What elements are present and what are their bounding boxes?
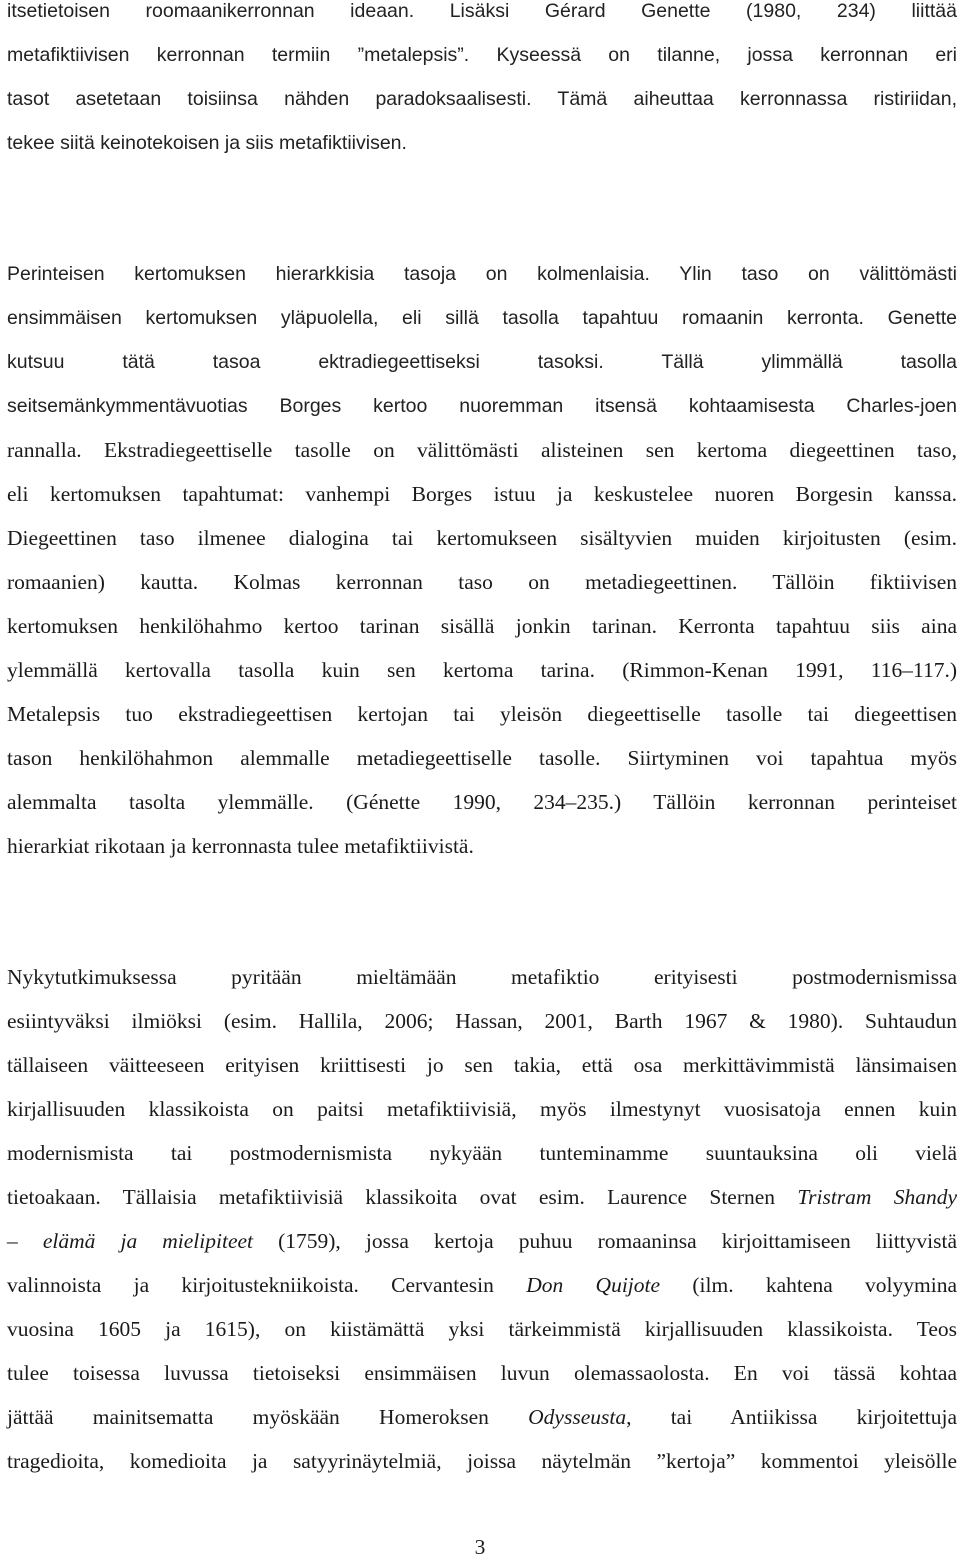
text-line: Metalepsis tuo ekstradiegeettisen kertojan tai yleisön diegeettiselle tasolle tai diegeettisen <box>7 702 957 726</box>
text-line: kirjallisuuden klassikoista on paitsi metafiktiivisiä, myös ilmestynyt vuosisatoja ennen kuin <box>7 1097 957 1121</box>
text-line: tulee toisessa luvussa tietoiseksi ensimmäisen luvun olemassaolosta. En voi tässä kohtaa <box>7 1361 957 1385</box>
text-line: tällaiseen väitteeseen erityisen kriittisesti jo sen takia, että osa merkittävimmistä länsimaisen <box>7 1053 957 1077</box>
text-segment: (1759), jossa kertoja puhuu romaaninsa kirjoittamiseen liittyvistä <box>278 1229 958 1253</box>
text-line: Perinteisen kertomuksen hierarkkisia tasoja on kolmenlaisia. Ylin taso on välittömästi <box>7 263 957 285</box>
book-title: elämä ja mielipiteet <box>42 1229 254 1253</box>
text-line: rannalla. Ekstradiegeettiselle tasolle on välittömästi alisteinen sen kertoma diegeettinen taso, <box>7 438 957 462</box>
text-line: modernismista tai postmodernismista nykyään tunteminamme suuntauksina oli vielä <box>7 1141 957 1165</box>
text-line: alemmalta tasolta ylemmälle. (Génette 1990, 234–235.) Tällöin kerronnan perinteiset <box>7 790 957 814</box>
text-line: metafiktiivisen kerronnan termiin ”metalepsis”. Kyseessä on tilanne, jossa kerronnan eri <box>7 44 957 66</box>
text-line: Nykytutkimuksessa pyritään mieltämään metafiktio erityisesti postmodernismissa <box>7 965 957 989</box>
text-line: esiintyväksi ilmiöksi (esim. Hallila, 2006; Hassan, 2001, Barth 1967 & 1980). Suhtaudun <box>7 1009 957 1033</box>
text-line: kutsuu tätä tasoa ektradiegeettiseksi tasoksi. Tällä ylimmällä tasolla <box>7 351 957 373</box>
text-line: Diegeettinen taso ilmenee dialogina tai kertomukseen sisältyvien muiden kirjoitusten (esim. <box>7 526 957 550</box>
text-line: vuosina 1605 ja 1615), on kiistämättä yksi tärkeimmistä kirjallisuuden klassikoista. Teos <box>7 1317 957 1341</box>
text-line: tekee siitä keinotekoisen ja siis metafiktiivisen. <box>7 132 407 154</box>
page-number: 3 <box>474 1535 486 1559</box>
text-line <box>7 1271 957 1299</box>
text-line: itsetietoisen roomaanikerronnan ideaan. Lisäksi Gérard Genette (1980, 234) liittää <box>7 0 957 22</box>
book-title: Don Quijote <box>526 1273 661 1297</box>
text-line: ensimmäisen kertomuksen yläpuolella, eli sillä tasolla tapahtuu romaanin kerronta. Genette <box>7 307 957 329</box>
book-title: Tristram Shandy <box>797 1185 958 1209</box>
text-line <box>7 1403 957 1431</box>
text-segment: tietoakaan. Tällaisia metafiktiivisiä klassikoita ovat esim. Laurence Sternen <box>7 1185 776 1209</box>
text-segment: – <box>7 1229 18 1253</box>
text-line: kertomuksen henkilöhahmo kertoo tarinan sisällä jonkin tarinan. Kerronta tapahtuu siis aina <box>7 614 957 638</box>
text-line: eli kertomuksen tapahtumat: vanhempi Borges istuu ja keskustelee nuoren Borgesin kanssa. <box>7 482 957 506</box>
text-line: seitsemänkymmentävuotias Borges kertoo nuoremman itsensä kohtaamisesta Charles-joen <box>7 395 957 417</box>
text-line: ylemmällä kertovalla tasolla kuin sen kertoma tarina. (Rimmon-Kenan 1991, 116–117.) <box>7 658 957 682</box>
text-line: tragedioita, komedioita ja satyyrinäytelmiä, joissa näytelmän ”kertoja” kommentoi yleisölle <box>7 1449 957 1473</box>
text-segment: , tai Antiikissa kirjoitettuja <box>626 1405 957 1429</box>
book-title: Odysseusta <box>528 1405 627 1429</box>
text-segment: valinnoista ja kirjoitustekniikoista. Cervantesin <box>7 1273 494 1297</box>
text-line: tasot asetetaan toisiinsa nähden paradoksaalisesti. Tämä aiheuttaa kerronnassa ristiriidan, <box>7 88 957 110</box>
text-line: hierarkiat rikotaan ja kerronnasta tulee metafiktiivistä. <box>7 834 474 858</box>
text-line <box>7 1227 957 1255</box>
text-line: tason henkilöhahmon alemmalle metadiegeettiselle tasolle. Siirtyminen voi tapahtua myös <box>7 746 957 770</box>
text-segment: (ilm. kahtena volyymina <box>692 1273 958 1297</box>
text-segment: jättää mainitsematta myöskään Homeroksen <box>7 1405 489 1429</box>
text-line <box>7 1183 957 1211</box>
text-line: romaanien) kautta. Kolmas kerronnan taso on metadiegeettinen. Tällöin fiktiivisen <box>7 570 957 594</box>
